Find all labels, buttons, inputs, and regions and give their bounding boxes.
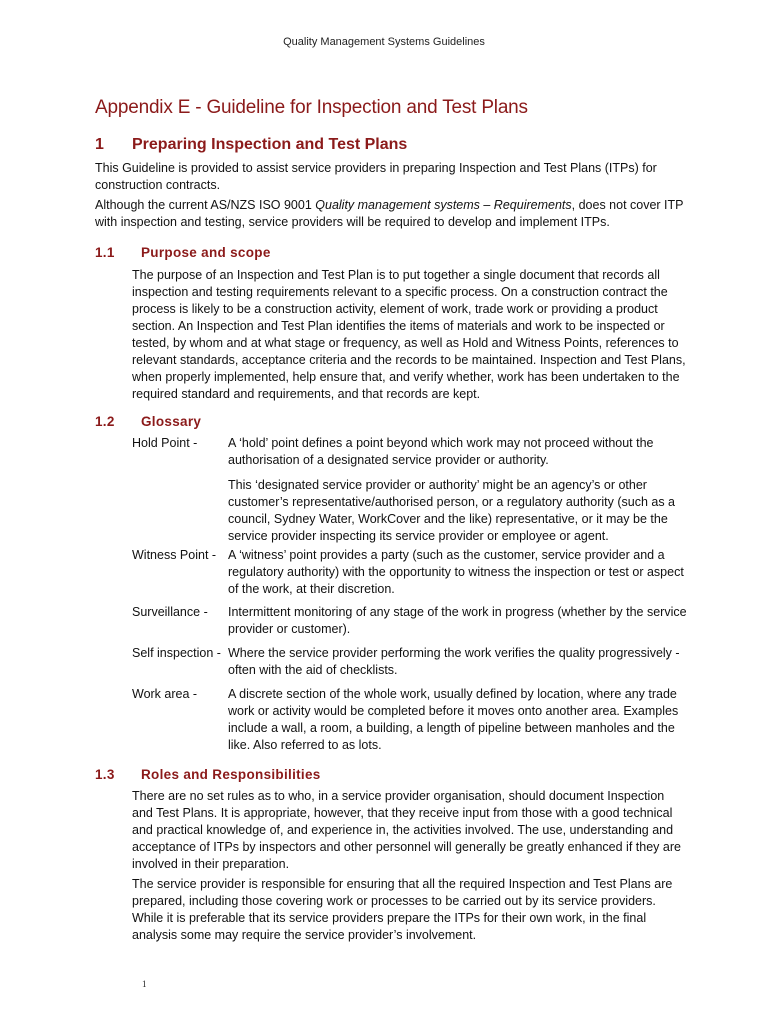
section-1-standard-note [95,197,685,231]
section-title: Roles and Responsibilities [141,767,321,782]
section-number: 1.1 [95,245,115,260]
section-number: 1.2 [95,414,115,429]
section-title: Purpose and scope [141,245,271,260]
glossary-term-work-area: Work area - [132,687,198,701]
section-1-1-heading [95,245,271,260]
glossary-definition-witness-point: A ‘witness’ point provides a party (such as the customer, service provider and a regulatory authority) with the opportunity to witness the inspection or test or aspect of the work, at their discretion. [228,548,684,596]
glossary-definition-self-inspection: Where the service provider performing the work verifies the quality progressively - often with the aid of checklists. [228,646,680,677]
glossary-definition-hold-point-note: This ‘designated service provider or authority’ might be an agency’s or other customer’s representative/authorised person, or a regulatory authority (such as a council, Sydney Water, WorkCover and the like) representative, or it may be the service provider inspecting its service provider or employee or agent. [228,478,675,543]
page-number: 1 [142,979,147,989]
section-1-heading [95,136,407,154]
section-title: Glossary [141,414,202,429]
section-1-2-heading [95,414,201,429]
glossary-definition-surveillance: Intermittent monitoring of any stage of the work in progress (whether by the service provider or customer). [228,605,687,636]
glossary-term-surveillance: Surveillance - [132,605,208,619]
section-1-3-heading [95,767,321,782]
appendix-title: Appendix E - Guideline for Inspection and Test Plans [95,97,528,118]
section-1-intro: This Guideline is provided to assist service providers in preparing Inspection and Test Plans (ITPs) for construction contracts. [95,161,657,192]
standard-title: Quality management systems – Requirements [315,198,572,212]
section-number: 1 [95,136,104,153]
purpose-paragraph: The purpose of an Inspection and Test Plan is to put together a single document that records all inspection and testing requirements relevant to a specific process. On a construction contract the process is likely to be a construction activity, element of work, trade work or providing a product section. An Inspection and Test Plan identifies the items of materials and work to be inspected or tested, by whom and at what stage or frequency, as well as Hold and Witness Points, references to relevant standards, acceptance criteria and the records to be maintained. Inspection and Test Plans, when properly implemented, help ensure that, and verify whether, work has been undertaken to the required standard and requirements, and that records are kept. [132,268,686,401]
glossary-term-witness-point: Witness Point - [132,548,217,562]
standard-note-text-end: , does not cover ITP with inspection and testing, service providers will be required to develop and implement ITPs. [95,198,684,229]
roles-paragraph-2: The service provider is responsible for ensuring that all the required Inspection and Test Plans are prepared, including those covering work or processes to be carried out by its service providers. While it is preferable that its service providers prepare the ITPs for their own work, in the final analysis some may require the service provider’s involvement. [132,877,673,942]
running-header: Quality Management Systems Guidelines [283,36,485,48]
standard-note-text: Although the current AS/NZS ISO 9001 [95,198,316,212]
glossary-definition-work-area: A discrete section of the whole work, usually defined by location, where any trade work or activity would be completed before it moves onto another area. Examples include a wall, a room, a building, a length of pipeline between manholes and the like. Also referred to as lots. [228,687,679,752]
section-title: Preparing Inspection and Test Plans [132,136,408,153]
section-number: 1.3 [95,767,115,782]
glossary-term-hold-point: Hold Point - [132,436,198,450]
roles-paragraph-1: There are no set rules as to who, in a service provider organisation, should document Inspection and Test Plans. It is appropriate, however, that they receive input from those with a good technical and practical knowledge of, and experience in, the activities involved. The use, understanding and acceptance of ITPs by inspectors and other personnel will generally be greatly enhanced if they are involved in their preparation. [132,789,681,871]
glossary-term-self-inspection: Self inspection - [132,646,221,660]
glossary-definition-hold-point: A ‘hold’ point defines a point beyond which work may not proceed without the authorisation of a designated service provider or authority. [228,436,654,467]
